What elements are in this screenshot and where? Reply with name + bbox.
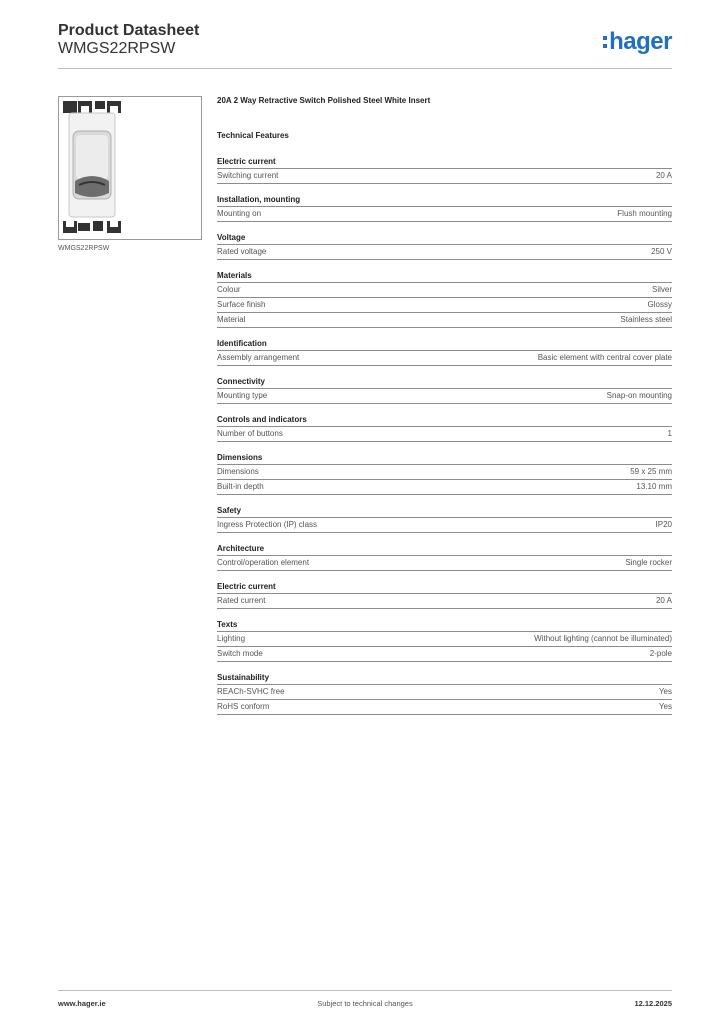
feature-value: Silver [651,285,672,294]
feature-group [217,543,672,571]
feature-label: Dimensions [217,467,259,476]
feature-group [217,452,672,495]
group-title: Electric current [217,156,672,169]
feature-value: Glossy [647,300,672,309]
group-title: Sustainability [217,672,672,685]
product-code: WMGS22RPSW [58,40,176,57]
feature-label: RoHS conform [217,702,270,711]
footer-divider [58,990,672,991]
group-title: Voltage [217,232,672,245]
feature-label: Switching current [217,171,279,180]
feature-group [217,232,672,260]
feature-label: Rated voltage [217,247,267,256]
feature-value: 59 x 25 mm [630,467,672,476]
feature-value: Yes [658,687,672,696]
feature-label: Material [217,315,246,324]
feature-label: Mounting on [217,209,262,218]
feature-value: 1 [667,429,672,438]
group-title: Connectivity [217,376,672,389]
feature-value: 2-pole [649,649,672,658]
feature-row [217,518,672,533]
feature-row [217,298,672,313]
feature-label: Lighting [217,634,246,643]
feature-value: 250 V [651,247,672,256]
feature-label: Built-in depth [217,482,264,491]
feature-row [217,647,672,662]
feature-label: Control/operation element [217,558,310,567]
feature-row [217,169,672,184]
feature-group [217,581,672,609]
feature-label: Switch mode [217,649,263,658]
footer-note: Subject to technical changes [317,999,413,1008]
feature-label: Colour [217,285,241,294]
feature-row [217,594,672,609]
feature-value: Basic element with central cover plate [537,353,672,362]
hager-logo [603,28,672,56]
feature-value: 20 A [655,596,672,605]
feature-row [217,351,672,366]
group-title: Identification [217,338,672,351]
group-title: Electric current [217,581,672,594]
feature-row [217,313,672,328]
feature-label: Assembly arrangement [217,353,300,362]
datasheet-content [217,96,672,725]
feature-group [217,414,672,442]
feature-label: REACh-SVHC free [217,687,285,696]
feature-value: Yes [658,702,672,711]
feature-groups [217,156,672,715]
group-title: Architecture [217,543,672,556]
group-title: Installation, mounting [217,194,672,207]
feature-row [217,465,672,480]
feature-label: Surface finish [217,300,266,309]
feature-label: Mounting type [217,391,268,400]
feature-group [217,194,672,222]
feature-value: 13.10 mm [636,482,672,491]
feature-group [217,156,672,184]
feature-row [217,685,672,700]
feature-value: Snap-on mounting [606,391,672,400]
feature-group [217,270,672,328]
feature-label: Ingress Protection (IP) class [217,520,318,529]
feature-value: Without lighting (cannot be illuminated) [534,634,672,643]
group-title: Materials [217,270,672,283]
footer-date: 12.12.2025 [634,999,672,1008]
feature-row [217,632,672,647]
feature-row [217,427,672,442]
feature-label: Rated current [217,596,266,605]
feature-group [217,338,672,366]
image-caption: WMGS22RPSW [58,245,110,252]
technical-features-heading: Technical Features [217,131,289,140]
feature-value: Stainless steel [620,315,672,324]
feature-value: 20 A [655,171,672,180]
feature-row [217,389,672,404]
logo-dots-icon [603,36,607,48]
feature-row [217,207,672,222]
feature-label: Number of buttons [217,429,283,438]
feature-group [217,376,672,404]
footer-website: www.hager.ie [58,999,106,1008]
feature-row [217,245,672,260]
group-title: Safety [217,505,672,518]
group-title: Dimensions [217,452,672,465]
feature-value: IP20 [655,520,672,529]
document-title: Product Datasheet [58,22,200,39]
page-header [58,22,672,70]
feature-row [217,283,672,298]
retractive-switch-image [59,97,201,239]
product-description: 20A 2 Way Retractive Switch Polished Steel White Insert [217,96,431,105]
group-title: Controls and indicators [217,414,672,427]
feature-row [217,556,672,571]
feature-group [217,672,672,715]
feature-row [217,700,672,715]
header-divider [58,68,672,69]
feature-value: Flush mounting [617,209,672,218]
group-title: Texts [217,619,672,632]
logo-text: hager [609,28,672,55]
feature-group [217,619,672,662]
feature-group [217,505,672,533]
feature-value: Single rocker [625,558,672,567]
feature-row [217,480,672,495]
product-image [58,96,202,240]
